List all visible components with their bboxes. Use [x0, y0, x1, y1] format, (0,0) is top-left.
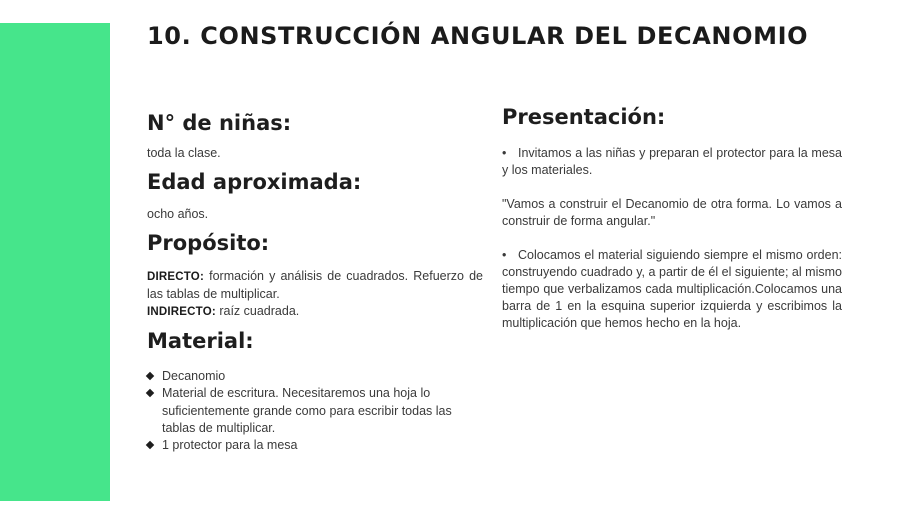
- right-column: [502, 102, 842, 332]
- diamond-bullet-icon: [146, 389, 154, 397]
- diamond-bullet-icon: [146, 372, 154, 380]
- indirecto-text: raíz cuadrada.: [215, 304, 300, 318]
- material-heading: Material:: [147, 329, 254, 353]
- material-list: [147, 368, 467, 454]
- presentacion-heading: Presentación:: [502, 105, 666, 129]
- presentacion-paragraph-2: "Vamos a construir el Decanomio de otra forma. Lo vamos a construir de forma angular.": [502, 197, 842, 228]
- directo-label: DIRECTO:: [147, 271, 204, 283]
- directo-text: formación y análisis de cuadrados. Refuerzo de las tablas de multiplicar.: [147, 269, 483, 301]
- list-item: 1 protector para la mesa: [147, 437, 467, 454]
- edad-heading: Edad aproximada:: [147, 170, 362, 194]
- indirecto-paragraph: [147, 303, 483, 321]
- presentacion-paragraph-3: • Colocamos el material siguiendo siempre el mismo orden: construyendo cuadrado y, a partir de él el siguiente; al mismo tiempo que verbalizamos cada multiplicación.Colocamos una barra de 1 en la esquina superior izquierda y escribimos la multiplicación que hemos hecho en la hoja.: [502, 248, 842, 330]
- edad-text: ocho años.: [147, 207, 209, 221]
- bullet-icon: •: [502, 248, 507, 262]
- indirecto-label: INDIRECTO:: [147, 306, 216, 318]
- bullet-icon: •: [502, 146, 507, 160]
- ninas-text: toda la clase.: [147, 146, 221, 160]
- page-title: 10. CONSTRUCCIÓN ANGULAR DEL DECANOMIO: [147, 22, 809, 50]
- list-item: Decanomio: [147, 368, 467, 385]
- presentacion-paragraph-1: • Invitamos a las niñas y preparan el protector para la mesa y los materiales.: [502, 146, 842, 177]
- list-item: Material de escritura. Necesitaremos una hoja lo suficientemente grande como para escribir todas las tablas de multiplicar.: [147, 385, 467, 437]
- ninas-heading: N° de niñas:: [147, 111, 292, 135]
- diamond-bullet-icon: [146, 441, 154, 449]
- proposito-heading: Propósito:: [147, 231, 270, 255]
- left-column: [147, 108, 483, 454]
- directo-paragraph: [147, 268, 483, 303]
- green-accent-bar: [0, 23, 110, 501]
